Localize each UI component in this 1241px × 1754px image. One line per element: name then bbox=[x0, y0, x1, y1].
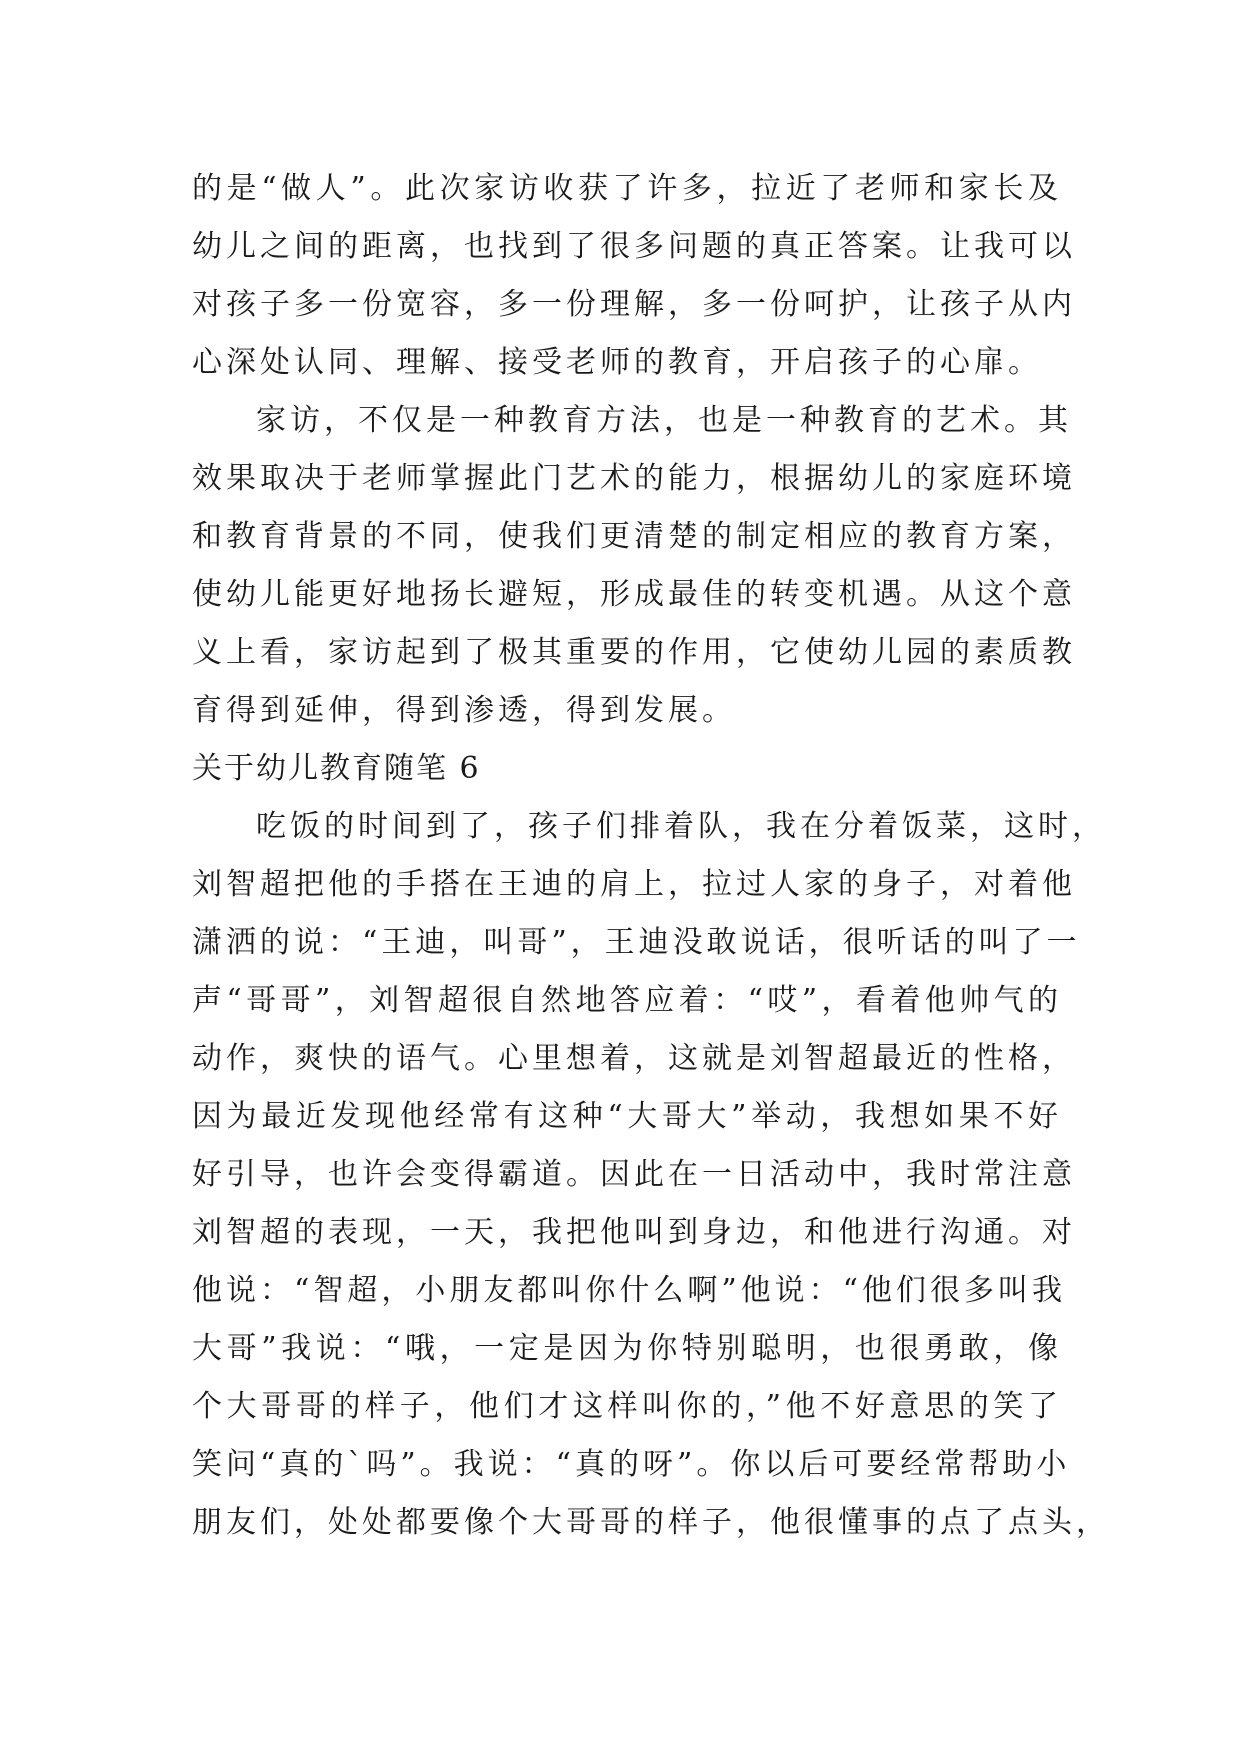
paragraph-line: 义上看，家访起到了极其重要的作用，它使幼儿园的素质教 bbox=[192, 635, 1076, 670]
paragraph-line: 心深处认同、理解、接受老师的教育，开启孩子的心扉。 bbox=[192, 345, 1042, 380]
section-heading: 关于幼儿教育随笔 6 bbox=[192, 751, 481, 786]
paragraph-line: 的是“做人”。此次家访收获了许多，拉近了老师和家长及 bbox=[192, 171, 1062, 206]
paragraph-line: 他说：“智超，小朋友都叫你什么啊”他说：“他们很多叫我 bbox=[192, 1273, 1067, 1308]
paragraph-line: 吃饭的时间到了，孩子们排着队，我在分着饭菜，这时， bbox=[256, 809, 1106, 844]
paragraph-line: 朋友们，处处都要像个大哥哥的样子，他很懂事的点了点头， bbox=[192, 1505, 1110, 1540]
document-body bbox=[192, 160, 1110, 1552]
paragraph-line: 幼儿之间的距离，也找到了很多问题的真正答案。让我可以 bbox=[192, 229, 1076, 264]
paragraph-line: 个大哥哥的样子，他们才这样叫你的，”他不好意思的笑了 bbox=[192, 1389, 1062, 1424]
paragraph-line: 好引导，也许会变得霸道。因此在一日活动中，我时常注意 bbox=[192, 1157, 1076, 1192]
paragraph-line: 笑问“真的`吗”。我说：“真的呀”。你以后可要经常帮助小 bbox=[192, 1447, 1071, 1482]
paragraph-line: 效果取决于老师掌握此门艺术的能力，根据幼儿的家庭环境 bbox=[192, 461, 1076, 496]
paragraph-line: 声“哥哥”，刘智超很自然地答应着：“哎”，看着他帅气的 bbox=[192, 983, 1062, 1018]
paragraph-line: 育得到延伸，得到渗透，得到发展。 bbox=[192, 693, 736, 728]
paragraph-line: 潇洒的说：“王迪，叫哥”，王迪没敢说话，很听话的叫了一 bbox=[192, 925, 1081, 960]
paragraph-line: 对孩子多一份宽容，多一份理解，多一份呵护，让孩子从内 bbox=[192, 287, 1076, 322]
paragraph-line: 和教育背景的不同，使我们更清楚的制定相应的教育方案， bbox=[192, 519, 1076, 554]
paragraph-line: 家访，不仅是一种教育方法，也是一种教育的艺术。其 bbox=[256, 403, 1072, 438]
paragraph-line: 因为最近发现他经常有这种“大哥大”举动，我想如果不好 bbox=[192, 1099, 1062, 1134]
paragraph-line: 刘智超把他的手搭在王迪的肩上，拉过人家的身子，对着他 bbox=[192, 867, 1076, 902]
paragraph-line: 大哥”我说：“哦，一定是因为你特别聪明，也很勇敢，像 bbox=[192, 1331, 1062, 1366]
paragraph-line: 刘智超的表现，一天，我把他叫到身边，和他进行沟通。对 bbox=[192, 1215, 1076, 1250]
paragraph-line: 动作，爽快的语气。心里想着，这就是刘智超最近的性格， bbox=[192, 1041, 1076, 1076]
paragraph-line: 使幼儿能更好地扬长避短，形成最佳的转变机遇。从这个意 bbox=[192, 577, 1076, 612]
